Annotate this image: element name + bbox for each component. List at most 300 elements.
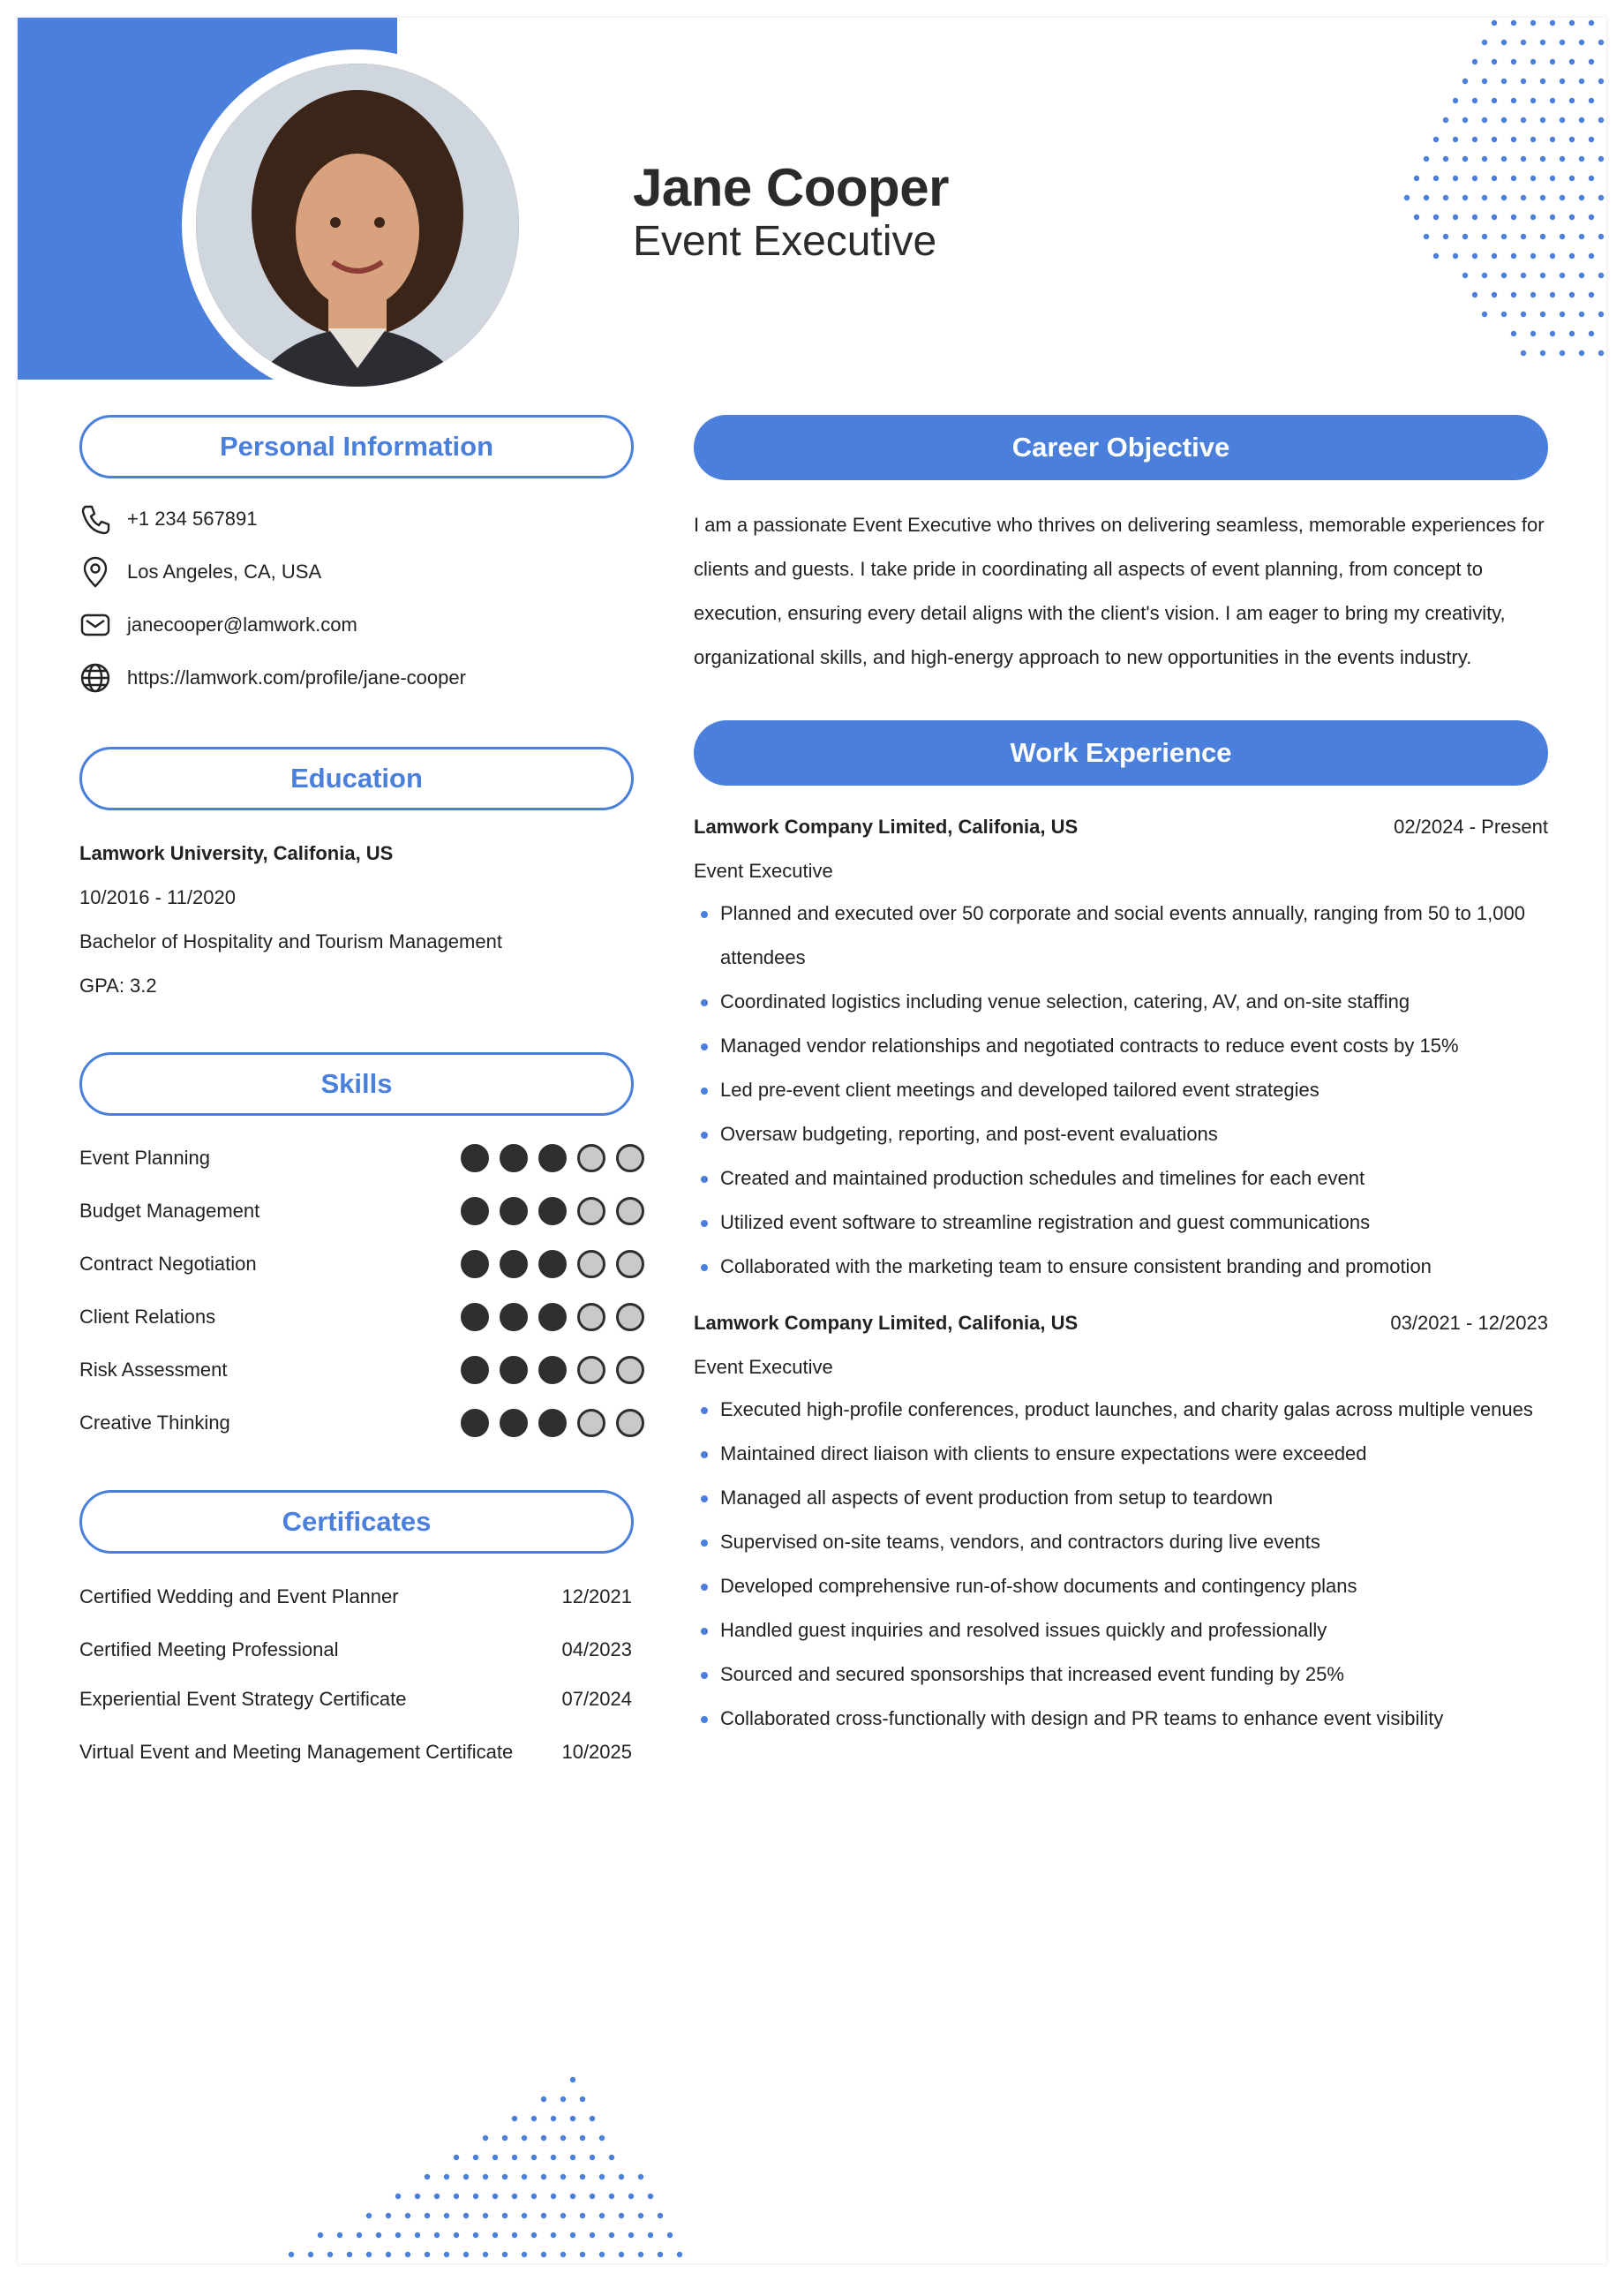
decorative-dot [1540,195,1545,200]
decorative-dot [386,2213,391,2218]
decorative-dot [1530,176,1536,181]
decorative-dot [1560,312,1565,317]
section-heading-education: Education [79,747,634,810]
decorative-dot [1424,234,1429,239]
rating-dot-filled [500,1144,528,1172]
decorative-dot [560,2097,566,2102]
decorative-dot [1472,176,1477,181]
decorative-dot [1482,234,1487,239]
section-heading-work-experience: Work Experience [694,720,1548,786]
decorative-dot [638,2213,643,2218]
rating-dot-empty [616,1144,644,1172]
decorative-dot [1492,253,1497,259]
decorative-dot [1569,331,1575,336]
decorative-dot [1521,117,1526,123]
job-company: Lamwork Company Limited, Califonia, US [694,1312,1079,1334]
job-bullet: Collaborated with the marketing team to ensure consistent branding and promotion [694,1245,1548,1289]
decorative-dot [444,2213,449,2218]
decorative-dot [580,2213,585,2218]
decorative-dot [347,2252,352,2257]
decorative-dot [425,2252,430,2257]
decorative-dot [463,2213,469,2218]
decorative-dot [599,2252,605,2257]
decorative-dot [638,2252,643,2257]
decorative-dot [492,2232,498,2238]
decorative-dot [1521,312,1526,317]
decorative-dot [1540,79,1545,84]
decorative-dot [1511,20,1516,26]
career-objective-text: I am a passionate Event Executive who thrives on delivering seamless, memorable experiences for clients and guests. I take pride in coordinating all aspects of event planning, from concept to execution, ensuring every detail aligns with the client's vision. I am eager to bring my creativity, organizational skills, and high-energy approach to new opportunities in the events industry. [694,514,1545,668]
skill-row [79,1299,644,1335]
rating-dot-filled [538,1250,567,1278]
decorative-dot [395,2194,401,2199]
decorative-dot [357,2232,362,2238]
skill-name: Risk Assessment [79,1359,228,1381]
decorative-dot [1579,156,1584,162]
skill-name: Budget Management [79,1200,260,1222]
skill-name: Client Relations [79,1306,216,1328]
rating-dot-empty [577,1409,605,1437]
job-bullet: Sourced and secured sponsorships that increased event funding by 25% [694,1652,1548,1697]
decorative-dot [1598,195,1604,200]
rating-dot-filled [461,1303,489,1331]
decorative-dot [1521,195,1526,200]
section-heading-certificates: Certificates [79,1490,634,1554]
decorative-dot [1521,273,1526,278]
decorative-dot [1511,253,1516,259]
decorative-dot [1492,59,1497,64]
decorative-dot [502,2174,508,2179]
skill-name: Creative Thinking [79,1412,230,1434]
decorative-dot [512,2232,517,2238]
decorative-dot [1569,137,1575,142]
rating-dot-empty [577,1197,605,1225]
decorative-dot [1589,20,1594,26]
decorative-dot [1521,156,1526,162]
decorative-dot [619,2213,624,2218]
decorative-dot [1492,98,1497,103]
decorative-dot [1482,195,1487,200]
decorative-dot [658,2252,663,2257]
rating-dot-filled [538,1144,567,1172]
decorative-dot [1589,98,1594,103]
decorative-dot [1530,137,1536,142]
rating-dot-empty [577,1303,605,1331]
certificate-name: Certified Wedding and Event Planner [79,1585,399,1607]
skill-name: Contract Negotiation [79,1253,257,1275]
decorative-dot [609,2232,614,2238]
decorative-dot [1492,137,1497,142]
contact-location [78,554,321,590]
rating-dot-filled [538,1197,567,1225]
decorative-dot [1579,79,1584,84]
decorative-dot [1501,117,1507,123]
decorative-dot [415,2232,420,2238]
decorative-dot [1540,117,1545,123]
rating-dot-filled [538,1303,567,1331]
decorative-dot [318,2232,323,2238]
decorative-dot [1472,215,1477,220]
decorative-dot [366,2213,372,2218]
decorative-dot [1560,79,1565,84]
decorative-dot [522,2174,527,2179]
skill-rating [461,1409,644,1437]
candidate-title: Event Executive [633,218,937,265]
decorative-dot [1482,312,1487,317]
section-heading-career-objective: Career Objective [694,415,1548,480]
decorative-dot [1550,20,1555,26]
decorative-dot [1521,350,1526,356]
decorative-dot [1530,292,1536,297]
decorative-dot [1598,156,1604,162]
decorative-dot [1589,59,1594,64]
decorative-dot [1569,98,1575,103]
decorative-dot [1560,117,1565,123]
decorative-dot [590,2116,595,2121]
decorative-dot [492,2155,498,2160]
decorative-dot [1492,292,1497,297]
education-degree: Bachelor of Hospitality and Tourism Management [79,930,502,952]
decorative-dot [570,2077,575,2082]
decorative-dot [512,2116,517,2121]
decorative-dot [1598,350,1604,356]
decorative-dot [1462,195,1468,200]
rating-dot-filled [461,1197,489,1225]
decorative-dot [1569,176,1575,181]
decorative-dot [1472,98,1477,103]
job-bullets [694,1388,1548,1741]
decorative-dot [1443,195,1448,200]
decorative-dot [1579,40,1584,45]
candidate-name: Jane Cooper [633,158,949,217]
decorative-dot [502,2135,508,2141]
decorative-dot [405,2213,410,2218]
skill-rating [461,1356,644,1384]
decorative-dot [677,2252,682,2257]
rating-dot-filled [500,1250,528,1278]
decorative-dot [599,2213,605,2218]
decorative-dot [1462,156,1468,162]
decorative-dot [522,2252,527,2257]
mail-icon [78,607,113,643]
rating-dot-filled [461,1250,489,1278]
globe-icon [78,660,113,696]
decorative-dot [1540,156,1545,162]
decorative-dot [308,2252,313,2257]
certificate-name: Virtual Event and Meeting Management Certificate [79,1741,514,1763]
decorative-dot [1579,312,1584,317]
decorative-dot [454,2232,459,2238]
rating-dot-filled [500,1409,528,1437]
decorative-dot [560,2174,566,2179]
location-text: Los Angeles, CA, USA [127,561,322,583]
job-bullet: Collaborated cross-functionally with design and PR teams to enhance event visibility [694,1697,1548,1741]
decorative-dot [1443,234,1448,239]
certificate-row [79,1688,632,1711]
decorative-dot [580,2174,585,2179]
decorative-dot [473,2194,478,2199]
decorative-dot [1530,20,1536,26]
decorative-dot [1511,292,1516,297]
decorative-dot [570,2116,575,2121]
decorative-dot [1530,253,1536,259]
decorative-dot [1579,234,1584,239]
decorative-dot [609,2194,614,2199]
decorative-dot [492,2194,498,2199]
rating-dot-filled [538,1409,567,1437]
decorative-dot [1530,59,1536,64]
job-bullet: Led pre-event client meetings and developed tailored event strategies [694,1068,1548,1112]
decorative-dot [1453,98,1458,103]
skill-row [79,1140,644,1176]
decorative-dot [531,2194,537,2199]
decorative-dot [1482,117,1487,123]
decorative-dot [289,2252,294,2257]
decorative-dot [1511,176,1516,181]
skill-row [79,1246,644,1282]
decorative-dot [1560,273,1565,278]
decorative-dot [463,2174,469,2179]
decorative-dot [1501,312,1507,317]
skill-rating [461,1197,644,1225]
decorative-dot [590,2194,595,2199]
decorative-dot [1511,215,1516,220]
certificate-name: Certified Meeting Professional [79,1638,339,1660]
decorative-dot [551,2116,556,2121]
decorative-dot [1550,253,1555,259]
job-role: Event Executive [694,1356,833,1378]
decorative-dot [1433,137,1439,142]
skill-rating [461,1303,644,1331]
decorative-dot [1521,234,1526,239]
decorative-dot [1501,79,1507,84]
decorative-dot [1589,253,1594,259]
decorative-dot [1560,40,1565,45]
job-dates: 02/2024 - Present [1394,816,1548,838]
decorative-dot [531,2232,537,2238]
decorative-dot [1424,156,1429,162]
phone-text: +1 234 567891 [127,508,258,530]
decorative-dot [1424,195,1429,200]
decorative-dot [502,2252,508,2257]
education-dates: 10/2016 - 11/2020 [79,886,236,908]
decorative-dot [1560,156,1565,162]
job-bullets [694,892,1548,1289]
decorative-dot [1569,253,1575,259]
decorative-dot [434,2194,440,2199]
decorative-dot [1482,79,1487,84]
skill-row [79,1405,644,1441]
avatar-portrait [196,64,519,387]
decorative-dot [1579,195,1584,200]
decorative-dot-pattern-bottom [274,2074,697,2263]
decorative-dot [667,2232,673,2238]
decorative-dot [1462,79,1468,84]
decorative-dot [434,2232,440,2238]
decorative-dot [541,2097,546,2102]
skill-row [79,1352,644,1388]
decorative-dot [425,2174,430,2179]
decorative-dot [1414,176,1419,181]
decorative-dot [1453,215,1458,220]
rating-dot-empty [577,1356,605,1384]
decorative-dot [1501,234,1507,239]
decorative-dot [1492,215,1497,220]
job-dates: 03/2021 - 12/2023 [1390,1312,1548,1334]
job-role: Event Executive [694,860,833,882]
decorative-dot [1462,234,1468,239]
skill-rating [461,1144,644,1172]
decorative-dot [599,2135,605,2141]
decorative-dot [1521,40,1526,45]
job-header [694,816,1548,839]
decorative-dot [1433,176,1439,181]
decorative-dot [1453,176,1458,181]
job-header [694,1312,1548,1335]
job-bullet: Supervised on-site teams, vendors, and contractors during live events [694,1520,1548,1564]
job-bullet: Executed high-profile conferences, product launches, and charity galas across multiple venues [694,1388,1548,1432]
decorative-dot [1462,273,1468,278]
job-bullet: Maintained direct liaison with clients to ensure expectations were exceeded [694,1432,1548,1476]
decorative-dot [658,2213,663,2218]
decorative-dot [454,2155,459,2160]
decorative-dot [522,2213,527,2218]
rating-dot-filled [500,1303,528,1331]
decorative-dot [1560,195,1565,200]
decorative-dot [425,2213,430,2218]
decorative-dot [541,2135,546,2141]
decorative-dot [512,2155,517,2160]
decorative-dot [560,2252,566,2257]
decorative-dot [1511,331,1516,336]
decorative-dot [1550,292,1555,297]
decorative-dot [395,2232,401,2238]
certificate-date: 12/2021 [561,1585,632,1607]
decorative-dot [502,2213,508,2218]
email-link[interactable]: janecooper@lamwork.com [127,614,357,636]
decorative-dot [1579,273,1584,278]
decorative-dot [1598,273,1604,278]
decorative-dot [1443,156,1448,162]
decorative-dot [1482,273,1487,278]
decorative-dot [1482,40,1487,45]
rating-dot-empty [616,1250,644,1278]
decorative-dot [1569,20,1575,26]
decorative-dot [570,2155,575,2160]
decorative-dot [628,2194,634,2199]
job-bullet: Managed all aspects of event production from setup to teardown [694,1476,1548,1520]
rating-dot-empty [616,1409,644,1437]
decorative-dot [541,2252,546,2257]
contact-email [78,607,357,643]
decorative-dot [327,2252,333,2257]
decorative-dot [337,2232,342,2238]
phone-icon [78,501,113,537]
skill-row [79,1193,644,1229]
certificate-date: 04/2023 [561,1638,632,1660]
decorative-dot [1598,40,1604,45]
decorative-dot [1414,215,1419,220]
rating-dot-filled [500,1197,528,1225]
decorative-dot [1501,40,1507,45]
skill-rating [461,1250,644,1278]
decorative-dot [580,2135,585,2141]
decorative-dot [1579,117,1584,123]
decorative-dot [1550,59,1555,64]
decorative-dot [1579,350,1584,356]
job-bullet: Managed vendor relationships and negotiated contracts to reduce event costs by 15% [694,1024,1548,1068]
decorative-dot [1550,137,1555,142]
decorative-dot [1492,20,1497,26]
decorative-dot [1404,195,1410,200]
decorative-dot [366,2252,372,2257]
decorative-dot [1511,137,1516,142]
decorative-dot [541,2213,546,2218]
decorative-dot [599,2174,605,2179]
decorative-dot [405,2252,410,2257]
decorative-dot [1492,176,1497,181]
decorative-dot [541,2174,546,2179]
decorative-dot-pattern-top [1350,18,1606,371]
decorative-dot [483,2213,488,2218]
website-link[interactable]: https://lamwork.com/profile/jane-cooper [127,666,466,689]
decorative-dot [1540,350,1545,356]
decorative-dot [590,2232,595,2238]
rating-dot-empty [577,1250,605,1278]
decorative-dot [1589,292,1594,297]
decorative-dot [1560,350,1565,356]
decorative-dot [454,2194,459,2199]
decorative-dot [473,2155,478,2160]
section-heading-personal-information: Personal Information [79,415,634,478]
decorative-dot [473,2232,478,2238]
decorative-dot [1598,79,1604,84]
decorative-dot [1540,40,1545,45]
education-gpa: GPA: 3.2 [79,975,157,997]
decorative-dot [463,2252,469,2257]
decorative-dot [1433,253,1439,259]
decorative-dot [386,2252,391,2257]
decorative-dot [570,2194,575,2199]
decorative-dot [1589,176,1594,181]
decorative-dot [1550,331,1555,336]
certificate-name: Experiential Event Strategy Certificate [79,1688,407,1710]
decorative-dot [1472,137,1477,142]
decorative-dot [483,2135,488,2141]
decorative-dot [1550,176,1555,181]
decorative-dot [1482,156,1487,162]
job-bullet: Coordinated logistics including venue selection, catering, AV, and on-site staffing [694,980,1548,1024]
decorative-dot [1472,253,1477,259]
decorative-dot [1511,59,1516,64]
decorative-dot [444,2252,449,2257]
decorative-dot [609,2155,614,2160]
location-pin-icon [78,554,113,590]
decorative-dot [1462,117,1468,123]
rating-dot-filled [538,1356,567,1384]
decorative-dot [551,2232,556,2238]
decorative-dot [483,2252,488,2257]
decorative-dot [619,2252,624,2257]
certificate-row [79,1638,632,1661]
decorative-dot [648,2194,653,2199]
decorative-dot [1511,98,1516,103]
decorative-dot [1598,117,1604,123]
decorative-dot [1433,215,1439,220]
education-school: Lamwork University, Califonia, US [79,842,394,864]
decorative-dot [1569,215,1575,220]
decorative-dot [580,2097,585,2102]
